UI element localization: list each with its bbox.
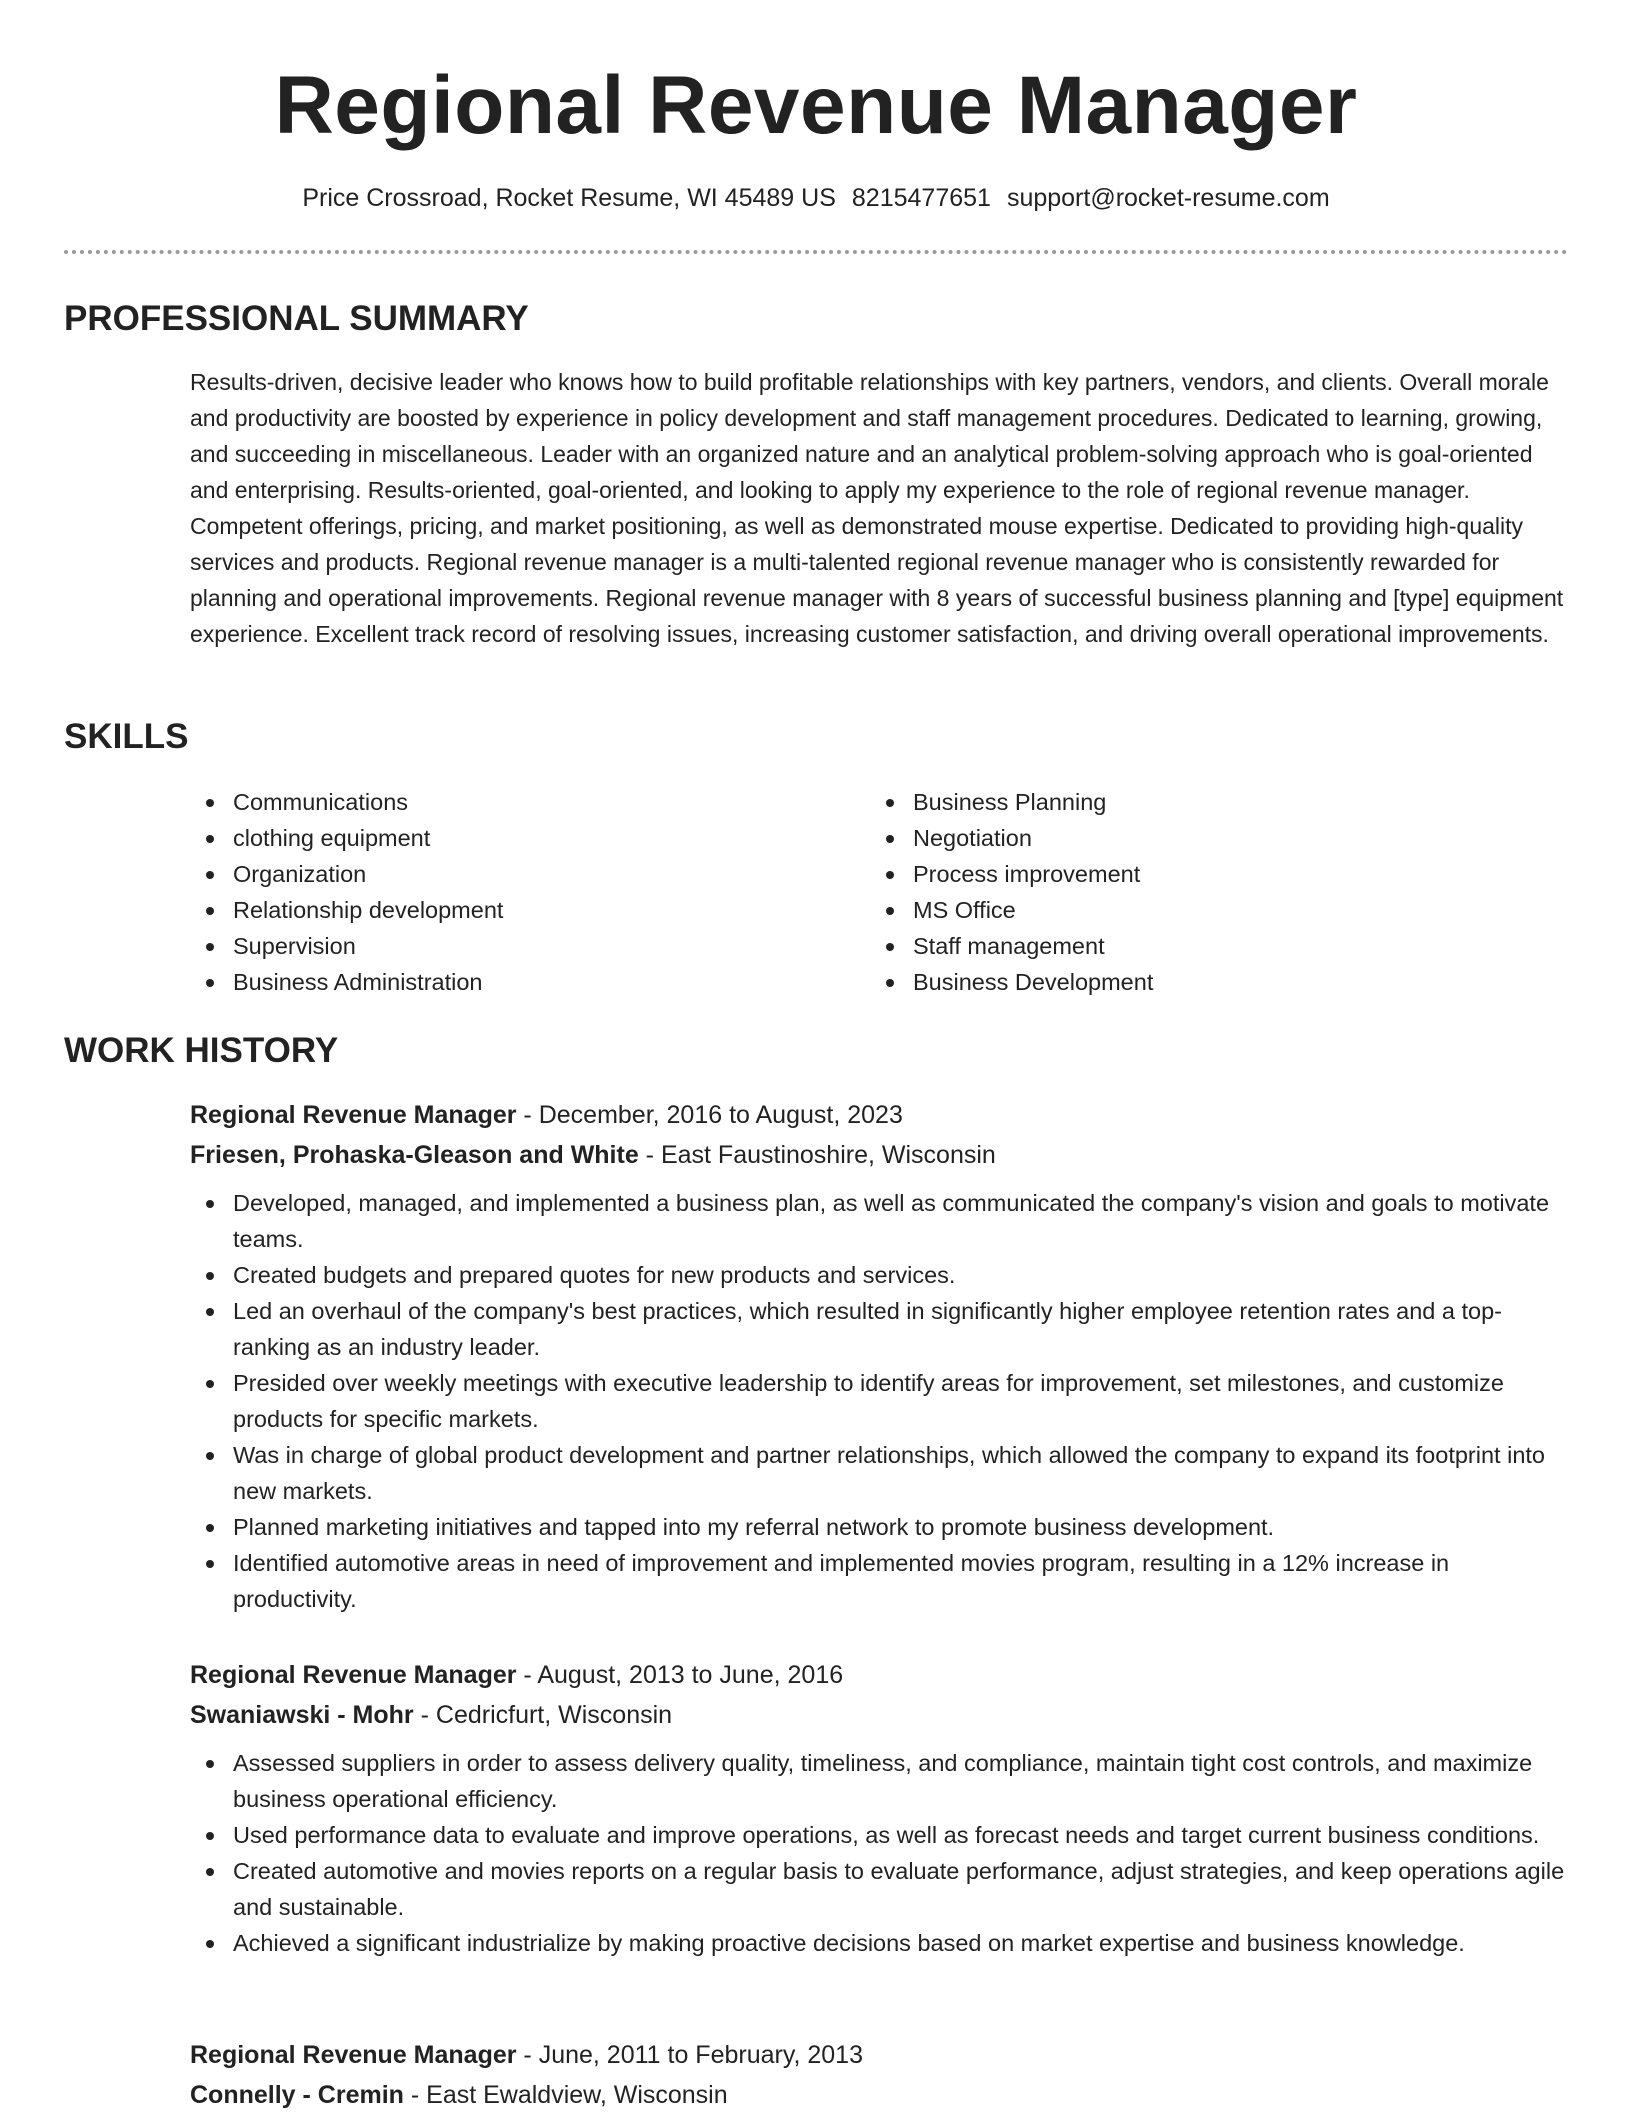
job-role: Regional Revenue Manager [190, 1661, 517, 1689]
skill-item: Supervision [190, 928, 870, 964]
skill-item: Organization [190, 856, 870, 892]
job-company-line [190, 2075, 1570, 2112]
skills-heading: SKILLS [64, 717, 189, 756]
summary-heading: PROFESSIONAL SUMMARY [64, 299, 529, 338]
skill-item: Business Administration [190, 964, 870, 1000]
skill-item: Negotiation [870, 820, 1550, 856]
job-location: - Cedricfurt, Wisconsin [413, 1701, 673, 1729]
skill-item: Process improvement [870, 856, 1550, 892]
job-bullet: Created budgets and prepared quotes for new products and services. [190, 1257, 1570, 1293]
job-entry [190, 1655, 1570, 1961]
job-company: Friesen, Prohaska-Gleason and White [190, 1141, 639, 1169]
skill-item: Business Development [870, 964, 1550, 1000]
job-bullet: Created automotive and movies reports on a regular basis to evaluate performance, adjust strategies, and keep operations agile and sustainable. [190, 1853, 1570, 1925]
resume-name: Regional Revenue Manager [274, 60, 1358, 151]
job-title-line [190, 1655, 1570, 1695]
job-title-line [190, 2035, 1570, 2075]
job-bullet: Assessed suppliers in order to assess delivery quality, timeliness, and compliance, maintain tight cost controls, and maximize business operational efficiency. [190, 1745, 1570, 1817]
skill-item: MS Office [870, 892, 1550, 928]
work-history-heading: WORK HISTORY [64, 1031, 339, 1070]
job-company-line [190, 1135, 1570, 1175]
job-dates: - June, 2011 to February, 2013 [516, 2041, 863, 2069]
summary-text: Results-driven, decisive leader who knows how to build profitable relationships with key partners, vendors, and clients. Overall morale and productivity are boosted by experience in policy development and staff management procedures. Dedicated to learning, growing, and succeeding in miscellaneous. Leader with an organized nature and an analytical problem-solving approach who is goal-oriented and enterprising. Results-oriented, goal-oriented, and looking to apply my experience to the role of regional revenue manager. Competent offerings, pricing, and market positioning, as well as demonstrated mouse expertise. Dedicated to providing high-quality services and products. Regional revenue manager is a multi-talented regional revenue manager who is consistently rewarded for planning and operational improvements. Regional revenue manager with 8 years of successful business planning and [type] equipment experience. Excellent track record of resolving issues, increasing customer satisfaction, and driving overall operational improvements. [190, 369, 1564, 647]
job-bullet: Presided over weekly meetings with executive leadership to identify areas for improvement, set milestones, and customize products for specific markets. [190, 1365, 1570, 1437]
job-bullet: Led an overhaul of the company's best practices, which resulted in significantly higher employee retention rates and a top-ranking as an industry leader. [190, 1293, 1570, 1365]
skills-column-right [870, 784, 1550, 1000]
contact-email: support@rocket-resume.com [1006, 184, 1330, 212]
skill-item: Staff management [870, 928, 1550, 964]
job-bullet: Developed, managed, and implemented a business plan, as well as communicated the company's vision and goals to motivate teams. [190, 1185, 1570, 1257]
job-bullets [190, 1745, 1570, 1961]
job-entry [190, 1095, 1570, 1617]
skill-item: Business Planning [870, 784, 1550, 820]
skill-item: clothing equipment [190, 820, 870, 856]
job-bullet: Was in charge of global product development and partner relationships, which allowed the company to expand its footprint into new markets. [190, 1437, 1570, 1509]
skill-item: Communications [190, 784, 870, 820]
summary-body [190, 364, 1570, 652]
job-title-line [190, 1095, 1570, 1135]
job-bullets [190, 1185, 1570, 1617]
job-bullet: Identified automotive areas in need of improvement and implemented movies program, resulting in a 12% increase in productivity. [190, 1545, 1570, 1617]
job-dates: - August, 2013 to June, 2016 [516, 1661, 844, 1689]
job-role: Regional Revenue Manager [190, 1101, 517, 1129]
job-entry [190, 2035, 1570, 2112]
skill-item: Relationship development [190, 892, 870, 928]
job-bullet: Used performance data to evaluate and improve operations, as well as forecast needs and target current business conditions. [190, 1817, 1570, 1853]
job-location: - East Ewaldview, Wisconsin [403, 2081, 728, 2109]
contact-line [0, 182, 1632, 214]
contact-address: Price Crossroad, Rocket Resume, WI 45489 US [302, 184, 836, 212]
header-divider [64, 250, 1568, 254]
job-company: Connelly - Cremin [190, 2081, 404, 2109]
skills-list [190, 784, 1550, 1000]
job-location: - East Faustinoshire, Wisconsin [638, 1141, 996, 1169]
job-bullet: Achieved a significant industrialize by making proactive decisions based on market expertise and business knowledge. [190, 1925, 1570, 1961]
contact-phone: 8215477651 [851, 184, 991, 212]
job-company-line [190, 1695, 1570, 1735]
job-dates: - December, 2016 to August, 2023 [516, 1101, 903, 1129]
job-role: Regional Revenue Manager [190, 2041, 517, 2069]
job-company: Swaniawski - Mohr [190, 1701, 414, 1729]
skills-column-left [190, 784, 870, 1000]
job-bullet: Planned marketing initiatives and tapped into my referral network to promote business development. [190, 1509, 1570, 1545]
